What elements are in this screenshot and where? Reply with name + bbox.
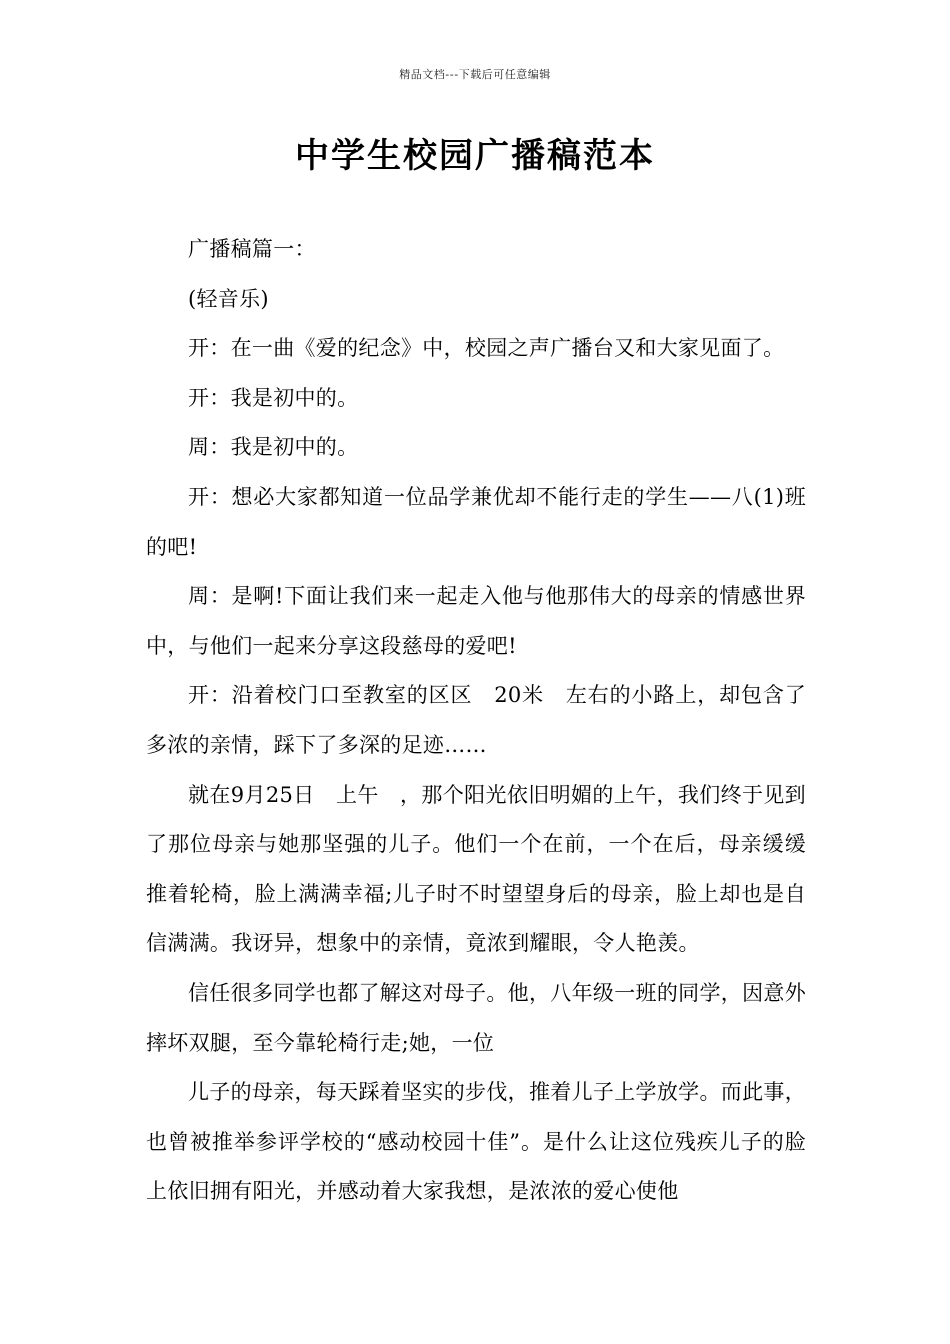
paragraph: 信任很多同学也都了解这对母子。他，八年级一班的同学，因意外摔坏双腿，至今靠轮椅行走;她，一位 bbox=[146, 980, 806, 1055]
paragraph: 周：我是初中的。 bbox=[188, 435, 359, 460]
paragraph: 周：是啊!下面让我们来一起走入他与他那伟大的母亲的情感世界中，与他们一起来分享这段慈母的爱吧! bbox=[146, 584, 806, 658]
page-title: 中学生校园广播稿范本 bbox=[295, 136, 655, 176]
paragraph: 就在9月25日 上午 ，那个阳光依旧明媚的上午，我们终于见到了那位母亲与她那坚强的儿子。他们一个在前，一个在后，母亲缓缓推着轮椅，脸上满满幸福;儿子时不时望望身后的母亲，脸上却也是自信满满。我讶异，想象中的亲情，竟浓到耀眼，令人艳羡。 bbox=[146, 782, 806, 956]
header-note: 精品文档---下载后可任意编辑 bbox=[399, 68, 551, 81]
paragraph: 儿子的母亲，每天踩着坚实的步伐，推着儿子上学放学。而此事，也曾被推举参评学校的“感动校园十佳”。是什么让这位残疾儿子的脸上依旧拥有阳光，并感动着大家我想，是浓浓的爱心使他 bbox=[146, 1080, 806, 1204]
paragraph: 开：我是初中的。 bbox=[188, 385, 359, 410]
document-body bbox=[146, 225, 806, 1217]
paragraph: 开：想必大家都知道一位品学兼优却不能行走的学生——八(1)班的吧! bbox=[146, 484, 806, 559]
paragraph: (轻音乐) bbox=[188, 286, 269, 311]
paragraph: 开：在一曲《爱的纪念》中，校园之声广播台又和大家见面了。 bbox=[188, 336, 785, 361]
paragraph: 开：沿着校门口至教室的区区 20米 左右的小路上，却包含了多浓的亲情，踩下了多深的足迹…… bbox=[146, 683, 806, 757]
paragraph: 广播稿篇一： bbox=[188, 237, 316, 261]
